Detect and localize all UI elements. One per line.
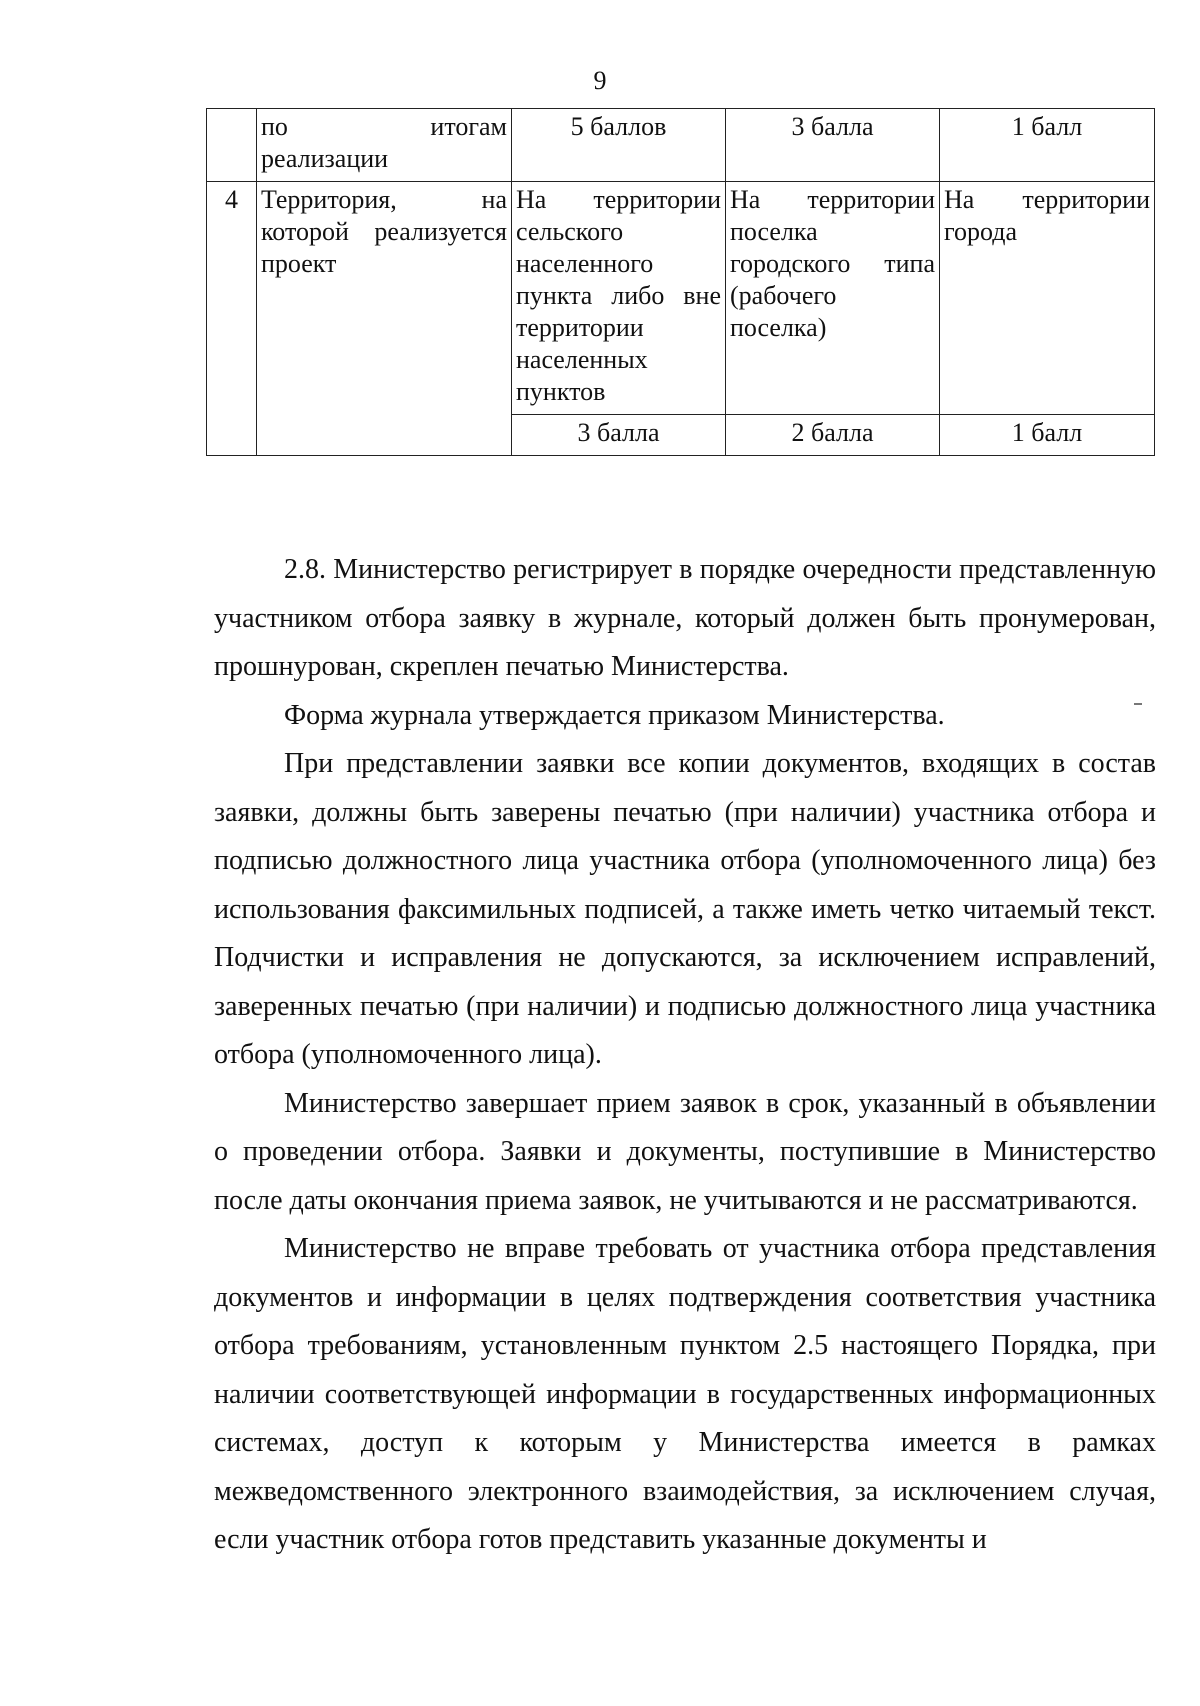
table-cell-row-number: 4	[207, 182, 257, 456]
scan-mark	[1134, 703, 1142, 705]
table-cell-num	[207, 109, 257, 182]
criteria-table	[206, 108, 1155, 456]
table-cell-score-a: 5 баллов	[512, 109, 726, 182]
table-cell-score-c: 1 балл	[940, 109, 1155, 182]
paragraph-2-8: 2.8. Министерство регистрирует в порядке очередности представленную участником отбора заявку в журнале, который должен быть пронумерован, прошнурован, скреплен печатью Министерства.	[214, 554, 1156, 682]
table-cell-score-settlement: 2 балла	[726, 415, 940, 456]
table-cell-criterion-territory: Территория, на которой реализуется проект	[257, 182, 512, 456]
page-number: 9	[593, 66, 607, 95]
paragraph-document-copies: При представлении заявки все копии документов, входящих в состав заявки, должны быть заверены печатью (при наличии) участника отбора и подписью должностного лица участника отбора (уполномоченного лица) без использования факсимильных подписей, а также иметь четко читаемый текст. Подчистки и исправления не допускаются, за исключением исправлений, заверенных печатью (при наличии) и подписью должностного лица участника отбора (уполномоченного лица).	[214, 748, 1156, 1070]
paragraph-ministry-restrictions: Министерство не вправе требовать от участника отбора представления документов и информации в целях подтверждения соответствия участника отбора требованиям, установленным пунктом 2.5 настоящего Порядка, при наличии соответствующей информации в государственных информационных системах, доступ к которым у Министерства имеется в рамках межведомственного электронного взаимодействия, за исключением случая, если участник отбора готов представить указанные документы и	[214, 1233, 1156, 1555]
criterion-second-line: реализации	[261, 144, 389, 173]
table-cell-option-city: На территории города	[940, 182, 1155, 415]
table-cell-option-settlement: На территории поселка городского типа (рабочего поселка)	[726, 182, 940, 415]
criterion-word-itogam: итогам	[430, 112, 507, 141]
criterion-word-po: по	[261, 112, 288, 141]
criterion-first-line	[261, 111, 507, 143]
table-row-continuation	[207, 109, 1155, 182]
table-cell-criterion	[257, 109, 512, 182]
table-row-4-options	[207, 182, 1155, 415]
table-cell-score-b: 3 балла	[726, 109, 940, 182]
paragraph-application-deadline: Министерство завершает прием заявок в срок, указанный в объявлении о проведении отбора. Заявки и документы, поступившие в Министерство после даты окончания приема заявок, не учитываются и не рассматриваются.	[214, 1087, 1156, 1216]
table-cell-score-city: 1 балл	[940, 415, 1155, 456]
table-cell-score-rural: 3 балла	[512, 415, 726, 456]
table-cell-option-rural: На территории сельского населенного пункта либо вне территории населенных пунктов	[512, 182, 726, 415]
body-text	[214, 546, 1156, 1565]
paragraph-journal-form: Форма журнала утверждается приказом Министерства.	[284, 699, 945, 731]
